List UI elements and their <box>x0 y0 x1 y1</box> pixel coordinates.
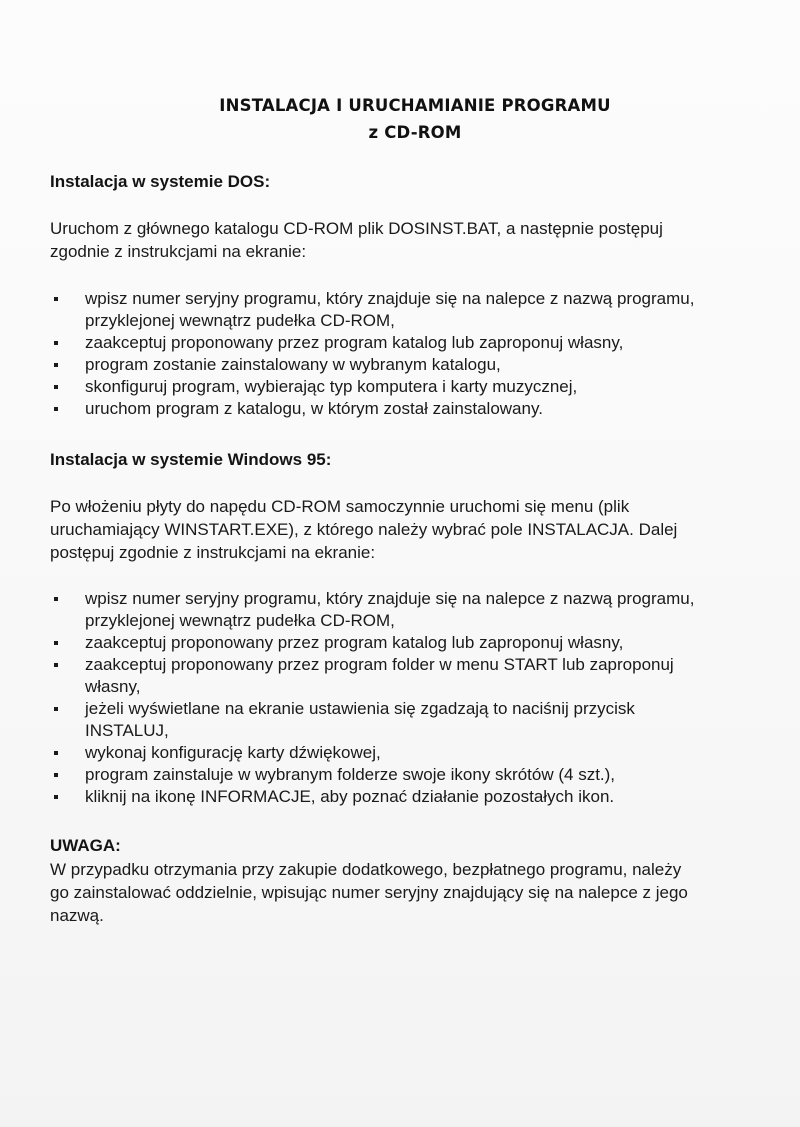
dos-steps-list <box>50 288 780 420</box>
dos-heading: Instalacja w systemie DOS: <box>50 172 271 191</box>
list-item: uruchom program z katalogu, w którym został zainstalowany. <box>50 398 780 420</box>
list-item: zaakceptuj proponowany przez program katalog lub zaproponuj własny, <box>50 632 780 654</box>
note-heading: UWAGA: <box>50 836 121 855</box>
list-item: wykonaj konfigurację karty dźwiękowej, <box>50 742 780 764</box>
list-item: program zostanie zainstalowany w wybranym katalogu, <box>50 354 780 376</box>
note-line: nazwą. <box>50 906 104 925</box>
document-title <box>0 92 800 146</box>
list-item: zaakceptuj proponowany przez program katalog lub zaproponuj własny, <box>50 332 780 354</box>
win95-intro <box>50 495 780 564</box>
note-line: go zainstalować oddzielnie, wpisując numer seryjny znajdujący się na nalepce z jego <box>50 883 688 902</box>
dos-intro <box>50 217 780 263</box>
dos-intro-line: zgodnie z instrukcjami na ekranie: <box>50 242 307 261</box>
win95-intro-line: uruchamiający WINSTART.EXE), z którego należy wybrać pole INSTALACJA. Dalej <box>50 520 678 539</box>
win95-steps-list <box>50 588 780 808</box>
list-item: jeżeli wyświetlane na ekranie ustawienia się zgadzają to naciśnij przycisk INSTALUJ, <box>50 698 780 742</box>
win95-intro-line: postępuj zgodnie z instrukcjami na ekranie: <box>50 543 376 562</box>
dos-intro-line: Uruchom z głównego katalogu CD-ROM plik DOSINST.BAT, a następnie postępuj <box>50 219 663 238</box>
list-item: program zainstaluje w wybranym folderze swoje ikony skrótów (4 szt.), <box>50 764 780 786</box>
list-item: skonfiguruj program, wybierając typ komputera i karty muzycznej, <box>50 376 780 398</box>
note-text <box>50 858 780 927</box>
list-item: zaakceptuj proponowany przez program folder w menu START lub zaproponuj własny, <box>50 654 780 698</box>
title-line-2: z CD-ROM <box>368 123 462 142</box>
note-line: W przypadku otrzymania przy zakupie dodatkowego, bezpłatnego programu, należy <box>50 860 682 879</box>
list-item: wpisz numer seryjny programu, który znajduje się na nalepce z nazwą programu, przyklejonej wewnątrz pudełka CD-ROM, <box>50 588 780 632</box>
title-line-1: INSTALACJA I URUCHAMIANIE PROGRAMU <box>219 96 611 115</box>
list-item: kliknij na ikonę INFORMACJE, aby poznać działanie pozostałych ikon. <box>50 786 780 808</box>
win95-heading: Instalacja w systemie Windows 95: <box>50 450 332 469</box>
list-item: wpisz numer seryjny programu, który znajduje się na nalepce z nazwą programu, przyklejonej wewnątrz pudełka CD-ROM, <box>50 288 780 332</box>
win95-intro-line: Po włożeniu płyty do napędu CD-ROM samoczynnie uruchomi się menu (plik <box>50 497 630 516</box>
